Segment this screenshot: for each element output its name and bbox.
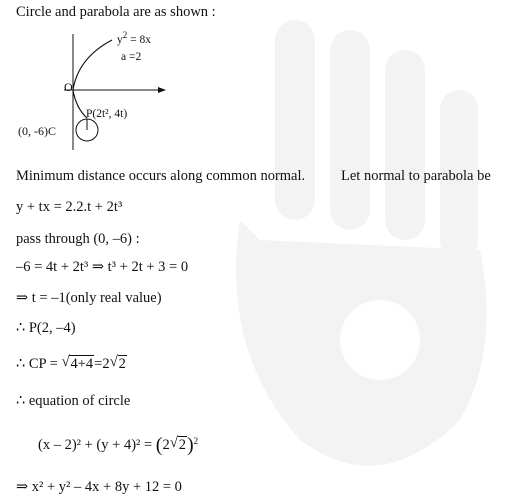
parabola-equation: $y^2 = 8x$ — [117, 30, 151, 46]
heading: Circle and parabola are as shown : — [16, 4, 216, 20]
parabola-circle-figure — [0, 0, 514, 160]
line-9: (x – 2)² + (y + 4)² = (2 √ 2)$^2$ — [38, 434, 199, 456]
point-p-label: P(2t², 4t) — [86, 108, 128, 120]
a-value: a =2 — [121, 51, 142, 63]
x-axis-arrowhead — [158, 87, 166, 93]
line-4: –6 = 4t + 2t³ ⇒ t³ + 2t + 3 = 0 — [16, 259, 189, 275]
origin-label: O — [64, 80, 73, 94]
line-1-right: Let normal to parabola be — [341, 168, 491, 184]
line-5: ⇒ t = –1(only real value) — [16, 290, 162, 306]
line-8: ∴ equation of circle — [16, 393, 131, 409]
center-label: (0, -6)C — [18, 124, 56, 138]
parabola-curve — [73, 40, 112, 118]
line-2: y + tx = 2.2.t + 2t³ — [16, 199, 123, 215]
line-1-left: Minimum distance occurs along common normal. — [16, 168, 306, 184]
line-3: pass through (0, –6) : — [16, 231, 140, 247]
line-10: ⇒ x² + y² – 4x + 8y + 12 = 0 — [16, 479, 182, 495]
line-7: ∴ CP = √ 4+4=2 √ 2 — [16, 354, 126, 372]
line-6: ∴ P(2, –4) — [16, 320, 76, 336]
